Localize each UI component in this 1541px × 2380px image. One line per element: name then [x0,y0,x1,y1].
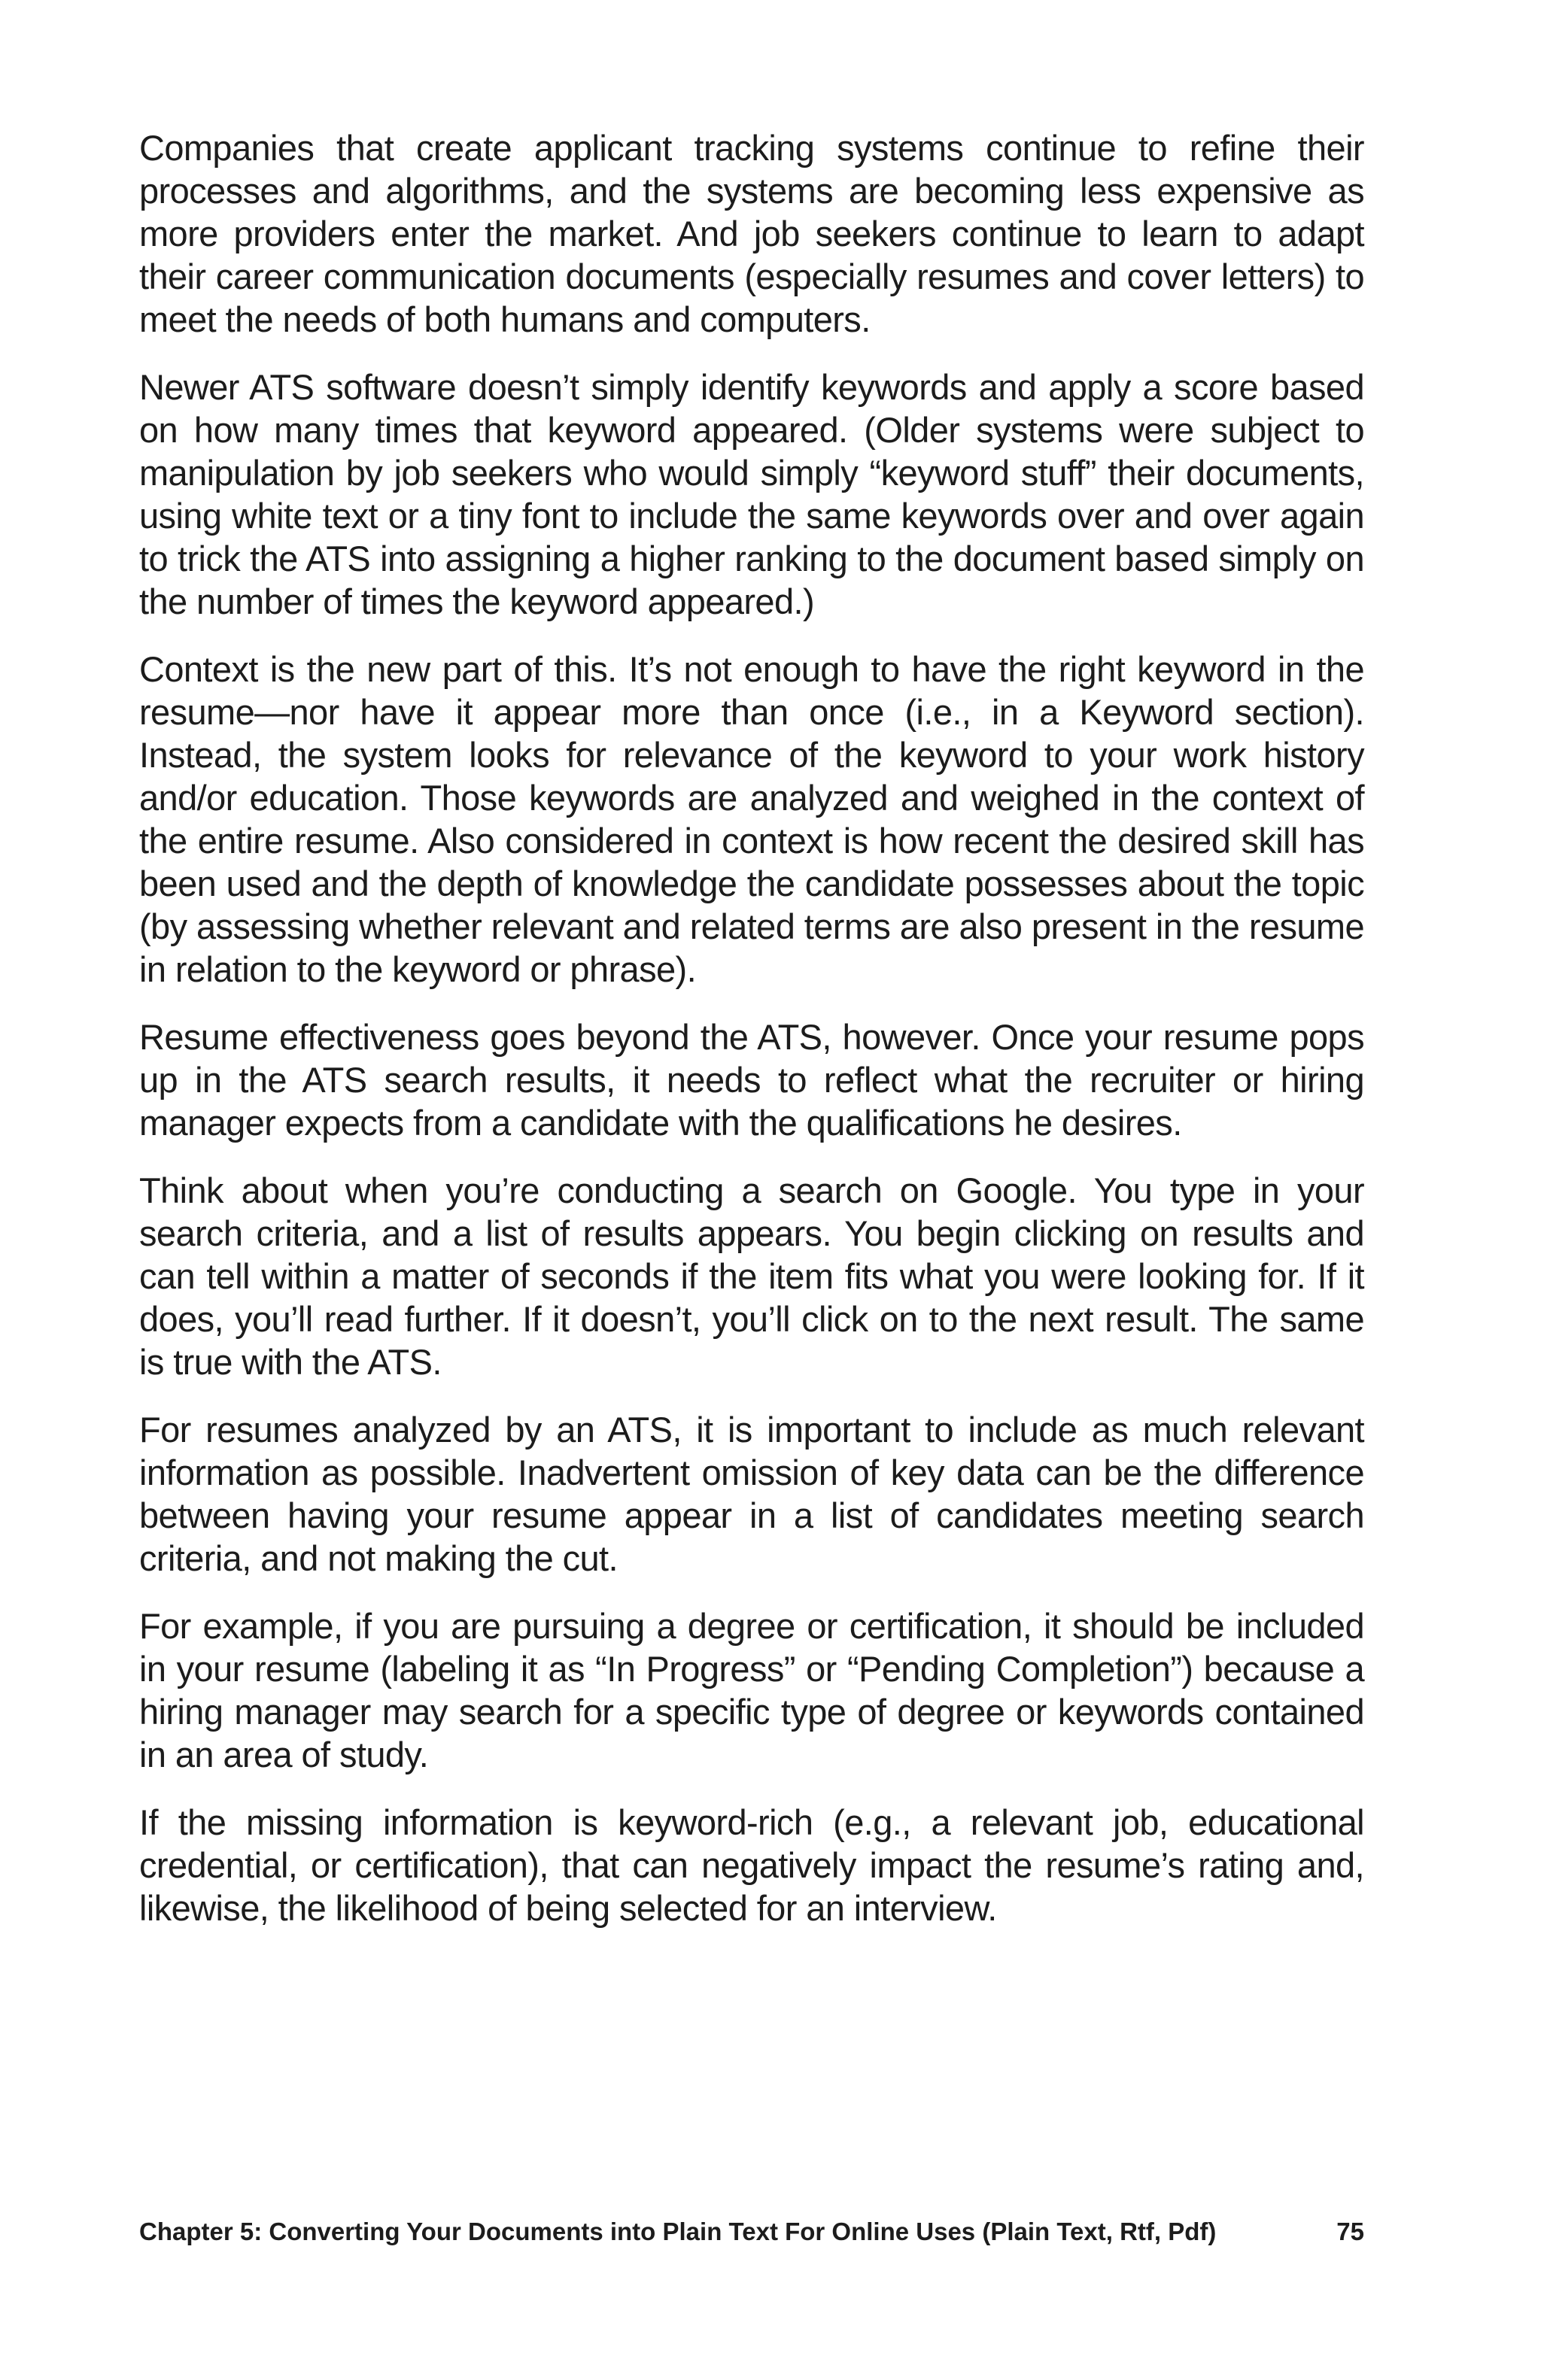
paragraph: For resumes analyzed by an ATS, it is important to include as much relevant information as possible. Inadvertent omission of key data can be the difference between having your resume appear in a list of candidates meeting search criteria, and not making the cut. [139,1410,1364,1578]
paragraph: For example, if you are pursuing a degree or certification, it should be included in your resume (labeling it as “In Progress” or “Pending Completion”) because a hiring manager may search for a specific type of degree or keywords contained in an area of study. [139,1606,1364,1774]
paragraph: If the missing information is keyword-rich (e.g., a relevant job, educational credential, or certification), that can negatively impact the resume’s rating and, likewise, the likelihood of being selected for an interview. [139,1802,1364,1928]
body-text [139,126,1364,1954]
chapter-title: Chapter 5: Converting Your Documents into Plain Text For Online Uses (Plain Text, Rtf, Pdf) [139,2218,1217,2245]
paragraph: Newer ATS software doesn’t simply identify keywords and apply a score based on how many times that keyword appeared. (Older systems were subject to manipulation by job seekers who would simply “keyword stuff” their documents, using white text or a tiny font to include the same keywords over and over again to trick the ATS into assigning a higher ranking to the document based simply on the number of times the keyword appeared.) [139,367,1364,621]
paragraph: Resume effectiveness goes beyond the ATS, however. Once your resume pops up in the ATS search results, it needs to reflect what the recruiter or hiring manager expects from a candidate with the qualifications he desires. [139,1017,1364,1143]
paragraph: Think about when you’re conducting a search on Google. You type in your search criteria, and a list of results appears. You begin clicking on results and can tell within a matter of seconds if the item fits what you were looking for. If it does, you’ll read further. If it doesn’t, you’ll click on to the next result. The same is true with the ATS. [139,1170,1364,1382]
page-footer [139,2213,1364,2251]
paragraph: Companies that create applicant tracking systems continue to refine their processes and algorithms, and the systems are becoming less expensive as more providers enter the market. And job seekers continue to learn to adapt their career communication documents (especially resumes and cover letters) to meet the needs of both humans and computers. [139,128,1364,339]
paragraph: Context is the new part of this. It’s not enough to have the right keyword in the resume—nor have it appear more than once (i.e., in a Keyword section). Instead, the system looks for relevance of the keyword to your work history and/or education. Those keywords are analyzed and weighed in the context of the entire resume. Also considered in context is how recent the desired skill has been used and the depth of knowledge the candidate possesses about the topic (by assessing whether relevant and related terms are also present in the resume in relation to the keyword or phrase). [139,649,1364,989]
page-number: 75 [1336,2218,1364,2245]
